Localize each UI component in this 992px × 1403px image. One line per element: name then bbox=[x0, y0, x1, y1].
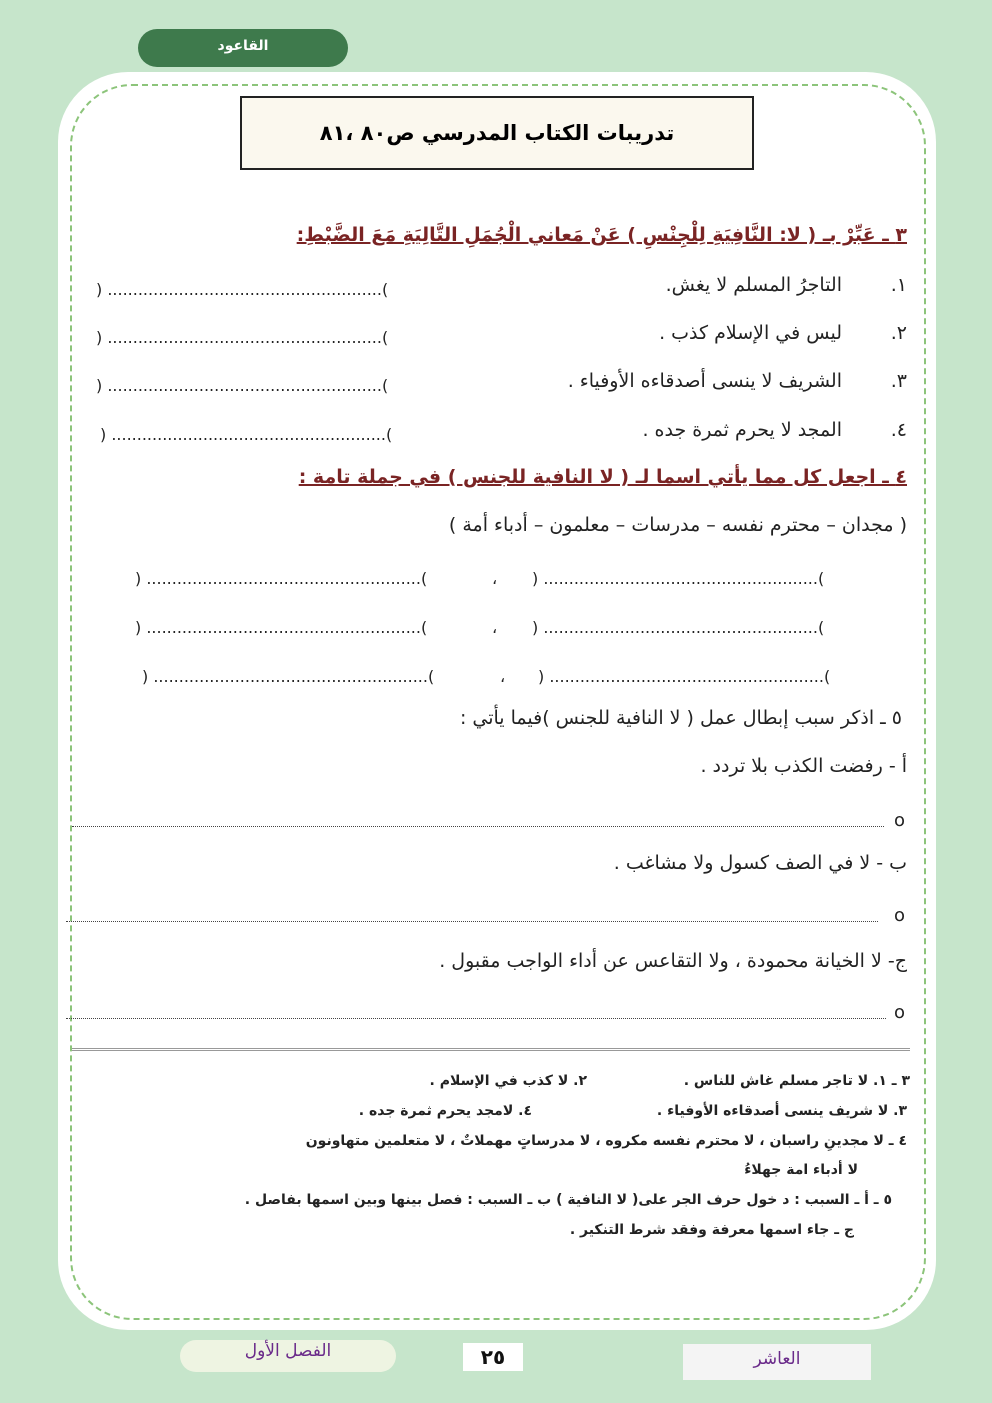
author-tag: القاعود bbox=[138, 29, 348, 67]
divider bbox=[72, 1048, 910, 1051]
answer-line-1b: ٢. لا كذب في الإسلام . bbox=[429, 1073, 587, 1089]
answer-blank[interactable]: ) ......................................................( bbox=[96, 376, 389, 395]
bullet: o bbox=[894, 905, 906, 926]
answer-blank[interactable]: ) ......................................................( bbox=[96, 280, 389, 299]
q3-num: ٤. bbox=[890, 419, 907, 441]
q3-heading: ٣ ـ عَبِّرْ بـ ( لا: النَّافِيَةِ لِلْجِنْسِ ) عَنْ مَعاني الْجُمَلِ التَّالِيَةِ مَعَ الضَّبْطِ: bbox=[296, 224, 907, 246]
comma: ، bbox=[500, 667, 506, 686]
answer-line-1a: ٣ ـ ١. لا تاجر مسلم غاش للناس . bbox=[683, 1073, 910, 1089]
page-title: تدريبات الكتاب المدرسي ص٨٠ ،٨١ bbox=[240, 96, 754, 170]
q4-words: ( مجدان – محترم نفسه – مدرسات – معلمون – أدباء أمة ) bbox=[448, 514, 907, 536]
q5-item: ب - لا في الصف كسول ولا مشاغب . bbox=[613, 852, 907, 874]
answer-blank[interactable]: ) ......................................................( bbox=[532, 618, 825, 637]
q4-heading: ٤ ـ اجعل كل مما يأتي اسما لـ ( لا النافية للجنس ) في جملة تامة : bbox=[298, 466, 907, 488]
answer-blank[interactable]: ) ......................................................( bbox=[96, 328, 389, 347]
bullet: o bbox=[894, 810, 906, 831]
page-number: ٢٥ bbox=[463, 1343, 523, 1371]
answer-blank[interactable]: ) ......................................................( bbox=[100, 425, 393, 444]
answer-line[interactable] bbox=[72, 826, 884, 827]
answer-blank[interactable]: ) ......................................................( bbox=[532, 569, 825, 588]
answer-line[interactable] bbox=[66, 921, 878, 922]
answer-blank[interactable]: ) ......................................................( bbox=[142, 667, 435, 686]
q5-item: ج- لا الخيانة محمودة ، ولا التقاعس عن أداء الواجب مقبول . bbox=[439, 950, 907, 972]
q3-num: ٣. bbox=[890, 370, 907, 392]
answer-line-6: ج ـ جاء اسمها معرفة وفقد شرط التنكير . bbox=[569, 1222, 854, 1238]
q3-num: ٢. bbox=[890, 322, 907, 344]
q5-heading: ٥ ـ اذكر سبب إبطال عمل ( لا النافية للجنس )فيما يأتي : bbox=[459, 707, 902, 729]
answer-line-3: ٤ ـ لا مجدينِ راسبان ، لا محترم نفسه مكروه ، لا مدرساتٍ مهملاتٌ ، لا متعلمين متهاونون bbox=[305, 1133, 907, 1149]
footer-semester: الفصل الأول bbox=[180, 1340, 396, 1372]
answer-blank[interactable]: ) ......................................................( bbox=[135, 618, 428, 637]
q3-num: ١. bbox=[890, 274, 907, 296]
footer-grade: العاشر bbox=[683, 1344, 871, 1380]
bullet: o bbox=[894, 1002, 906, 1023]
answer-line-4: لا أدباء امة جهلاءُ bbox=[744, 1162, 858, 1178]
answer-line-2a: ٣. لا شريف ينسى أصدقاءه الأوفياء . bbox=[656, 1103, 907, 1119]
answer-line-2b: ٤. لامجد يحرم ثمرة جده . bbox=[358, 1103, 532, 1119]
q3-item: المجد لا يحرم ثمرة جده . bbox=[642, 419, 842, 441]
answer-blank[interactable]: ) ......................................................( bbox=[538, 667, 831, 686]
answer-line-5: ٥ ـ أ ـ السبب : د خول حرف الجر على( لا النافية ) ب ـ السبب : فصل بينها وبين اسمها بفاصل . bbox=[244, 1192, 892, 1208]
comma: ، bbox=[492, 569, 498, 588]
q3-item: الشريف لا ينسى أصدقاءه الأوفياء . bbox=[567, 370, 842, 392]
q5-item: أ - رفضت الكذب بلا تردد . bbox=[700, 755, 907, 777]
q3-item: التاجرُ المسلم لا يغش. bbox=[665, 274, 842, 296]
answer-line[interactable] bbox=[66, 1018, 886, 1019]
comma: ، bbox=[492, 618, 498, 637]
answer-blank[interactable]: ) ......................................................( bbox=[135, 569, 428, 588]
q3-item: ليس في الإسلام كذب . bbox=[659, 322, 842, 344]
